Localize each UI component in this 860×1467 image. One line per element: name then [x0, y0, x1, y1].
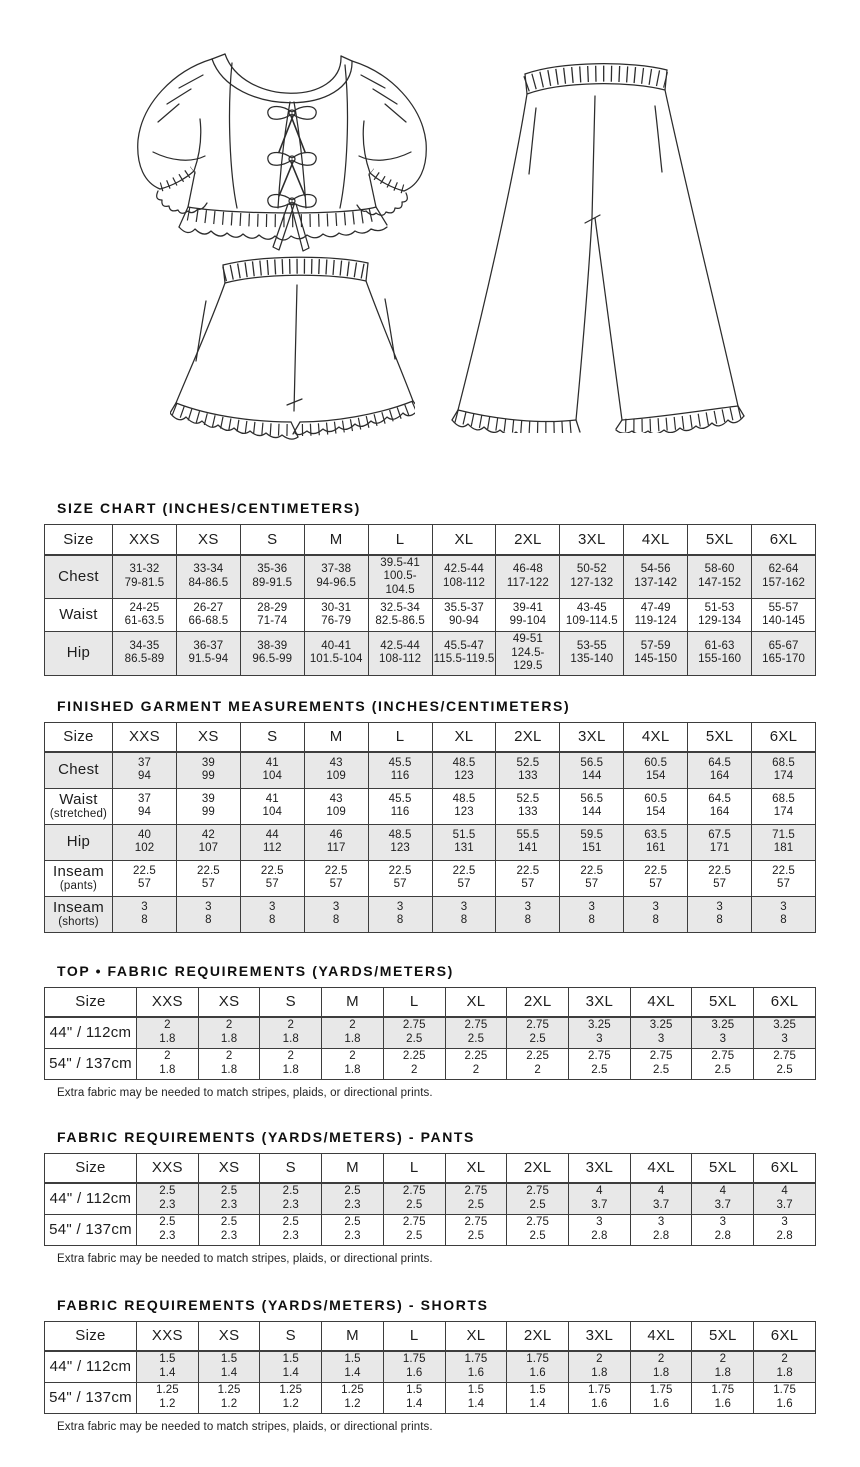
size-chart-table — [44, 524, 816, 676]
measurement-cell: 39.5-41 100.5-104.5 — [368, 555, 432, 599]
measurement-cell: 3 8 — [752, 896, 816, 932]
size-column-header: 3XL — [560, 722, 624, 752]
size-column-header: XL — [445, 987, 507, 1017]
row-label: 54" / 137cm — [45, 1048, 137, 1079]
fabric-pants-table — [44, 1153, 816, 1246]
measurement-cell: 43 109 — [304, 788, 368, 824]
fabric-top-table — [44, 987, 816, 1080]
measurement-cell: 2 1.8 — [692, 1351, 754, 1382]
measurement-cell: 3.25 3 — [630, 1017, 692, 1048]
section-fabric-shorts — [44, 1297, 816, 1433]
measurement-cell: 4 3.7 — [692, 1183, 754, 1214]
measurement-cell: 64.5 164 — [688, 788, 752, 824]
size-column-header: 5XL — [692, 1153, 754, 1183]
size-column-header: XL — [432, 722, 496, 752]
size-column-header: 6XL — [752, 722, 816, 752]
measurement-cell: 48.5 123 — [432, 752, 496, 788]
measurement-cell: 2.75 2.5 — [383, 1214, 445, 1245]
size-column-header: XXS — [113, 722, 177, 752]
measurement-cell: 37 94 — [113, 752, 177, 788]
measurement-cell: 52.5 133 — [496, 788, 560, 824]
size-column-header: XL — [445, 1321, 507, 1351]
table-row — [45, 632, 816, 676]
measurement-cell: 50-52 127-132 — [560, 555, 624, 599]
corner-header-size: Size — [45, 1321, 137, 1351]
size-column-header: M — [304, 722, 368, 752]
measurement-cell: 35.5-37 90-94 — [432, 599, 496, 632]
measurement-cell: 3 8 — [624, 896, 688, 932]
size-column-header: L — [368, 722, 432, 752]
measurement-cell: 1.75 1.6 — [383, 1351, 445, 1382]
measurement-cell: 1.5 1.4 — [137, 1351, 199, 1382]
ruffle-shorts-line-art — [170, 253, 415, 443]
measurement-cell: 2.5 2.3 — [260, 1183, 322, 1214]
measurement-cell: 35-36 89-91.5 — [240, 555, 304, 599]
table-row — [45, 788, 816, 824]
size-column-header: 3XL — [569, 987, 631, 1017]
measurement-cell: 1.75 1.6 — [692, 1382, 754, 1413]
corner-header-size: Size — [45, 525, 113, 555]
measurement-cell: 1.5 1.4 — [198, 1351, 260, 1382]
size-column-header: XXS — [137, 1153, 199, 1183]
section-fabric-pants — [44, 1129, 816, 1265]
measurement-cell: 3.25 3 — [569, 1017, 631, 1048]
row-label: Waist (stretched) — [45, 788, 113, 824]
size-column-header: XS — [198, 987, 260, 1017]
measurement-cell: 2 1.8 — [322, 1048, 384, 1079]
measurement-cell: 22.5 57 — [752, 860, 816, 896]
size-column-header: M — [304, 525, 368, 555]
measurement-cell: 34-35 86.5-89 — [113, 632, 177, 676]
measurement-cell: 68.5 174 — [752, 788, 816, 824]
measurement-cell: 64.5 164 — [688, 752, 752, 788]
size-column-header: XXS — [137, 987, 199, 1017]
measurement-cell: 54-56 137-142 — [624, 555, 688, 599]
measurement-cell: 2 1.8 — [137, 1017, 199, 1048]
section-size-chart — [44, 500, 816, 676]
size-column-header: 4XL — [630, 987, 692, 1017]
size-column-header: M — [322, 1153, 384, 1183]
measurement-cell: 3 8 — [240, 896, 304, 932]
measurement-cell: 1.75 1.6 — [630, 1382, 692, 1413]
size-column-header: XXS — [137, 1321, 199, 1351]
measurement-cell: 46 117 — [304, 824, 368, 860]
size-column-header: 6XL — [754, 1321, 816, 1351]
size-column-header: L — [368, 525, 432, 555]
measurement-cell: 2.25 2 — [383, 1048, 445, 1079]
measurement-cell: 45.5 116 — [368, 788, 432, 824]
measurement-cell: 68.5 174 — [752, 752, 816, 788]
measurement-cell: 3 2.8 — [754, 1214, 816, 1245]
row-label: 54" / 137cm — [45, 1214, 137, 1245]
measurement-cell: 30-31 76-79 — [304, 599, 368, 632]
measurement-cell: 55.5 141 — [496, 824, 560, 860]
measurement-cell: 22.5 57 — [368, 860, 432, 896]
measurement-cell: 2.5 2.3 — [137, 1214, 199, 1245]
measurement-cell: 3 8 — [688, 896, 752, 932]
measurement-cell: 2.75 2.5 — [507, 1214, 569, 1245]
row-label: 54" / 137cm — [45, 1382, 137, 1413]
measurement-cell: 22.5 57 — [496, 860, 560, 896]
size-column-header: L — [383, 1153, 445, 1183]
measurement-cell: 40-41 101.5-104 — [304, 632, 368, 676]
size-column-header: XL — [445, 1153, 507, 1183]
size-column-header: 5XL — [692, 987, 754, 1017]
fabric-pants-title: FABRIC REQUIREMENTS (YARDS/METERS) - PANTS — [57, 1128, 475, 1145]
row-label: 44" / 112cm — [45, 1183, 137, 1214]
measurement-cell: 1.5 1.4 — [507, 1382, 569, 1413]
table-row — [45, 1017, 816, 1048]
measurement-cell: 42.5-44 108-112 — [368, 632, 432, 676]
measurement-cell: 2.75 2.5 — [445, 1214, 507, 1245]
measurement-cell: 1.25 1.2 — [322, 1382, 384, 1413]
table-row — [45, 599, 816, 632]
measurement-cell: 48.5 123 — [432, 788, 496, 824]
measurement-cell: 45.5 116 — [368, 752, 432, 788]
size-column-header: S — [260, 1153, 322, 1183]
fabric-note: Extra fabric may be needed to match stripes, plaids, or directional prints. — [57, 1420, 433, 1433]
size-column-header: XS — [176, 525, 240, 555]
measurement-cell: 2 1.8 — [260, 1048, 322, 1079]
measurement-cell: 3 8 — [560, 896, 624, 932]
measurement-cell: 51-53 129-134 — [688, 599, 752, 632]
measurement-cell: 4 3.7 — [754, 1183, 816, 1214]
measurement-cell: 1.75 1.6 — [445, 1351, 507, 1382]
measurement-cell: 37-38 94-96.5 — [304, 555, 368, 599]
measurement-cell: 26-27 66-68.5 — [176, 599, 240, 632]
size-column-header: L — [383, 1321, 445, 1351]
table-row — [45, 1048, 816, 1079]
row-label: Hip — [45, 824, 113, 860]
measurement-cell: 42.5-44 108-112 — [432, 555, 496, 599]
table-row — [45, 824, 816, 860]
measurement-cell: 2.75 2.5 — [445, 1183, 507, 1214]
finished-garment-title: FINISHED GARMENT MEASUREMENTS (INCHES/CENTIMETERS) — [57, 697, 571, 714]
measurement-cell: 41 104 — [240, 752, 304, 788]
size-column-header: XL — [432, 525, 496, 555]
measurement-cell: 2.25 2 — [445, 1048, 507, 1079]
measurement-cell: 31-32 79-81.5 — [113, 555, 177, 599]
measurement-cell: 49-51 124.5-129.5 — [496, 632, 560, 676]
row-label: Chest — [45, 555, 113, 599]
table-row — [45, 555, 816, 599]
size-column-header: S — [240, 722, 304, 752]
measurement-cell: 2.75 2.5 — [507, 1183, 569, 1214]
measurement-cell: 3 8 — [432, 896, 496, 932]
measurement-cell: 55-57 140-145 — [752, 599, 816, 632]
size-column-header: S — [260, 987, 322, 1017]
measurement-cell: 1.5 1.4 — [445, 1382, 507, 1413]
measurement-cell: 2 1.8 — [630, 1351, 692, 1382]
size-column-header: 2XL — [507, 987, 569, 1017]
measurement-cell: 2 1.8 — [322, 1017, 384, 1048]
measurement-cell: 1.5 1.4 — [260, 1351, 322, 1382]
size-column-header: 5XL — [692, 1321, 754, 1351]
size-column-header: S — [240, 525, 304, 555]
measurement-cell: 2.5 2.3 — [137, 1183, 199, 1214]
measurement-cell: 2.5 2.3 — [322, 1214, 384, 1245]
measurement-cell: 2 1.8 — [198, 1017, 260, 1048]
measurement-cell: 1.5 1.4 — [322, 1351, 384, 1382]
measurement-cell: 36-37 91.5-94 — [176, 632, 240, 676]
measurement-cell: 43-45 109-114.5 — [560, 599, 624, 632]
measurement-cell: 67.5 171 — [688, 824, 752, 860]
measurement-cell: 47-49 119-124 — [624, 599, 688, 632]
measurement-cell: 2 1.8 — [260, 1017, 322, 1048]
size-column-header: XXS — [113, 525, 177, 555]
measurement-cell: 53-55 135-140 — [560, 632, 624, 676]
measurement-cell: 1.25 1.2 — [137, 1382, 199, 1413]
measurement-cell: 51.5 131 — [432, 824, 496, 860]
measurement-cell: 22.5 57 — [432, 860, 496, 896]
section-finished-garment — [44, 698, 816, 933]
measurement-cell: 65-67 165-170 — [752, 632, 816, 676]
size-column-header: 5XL — [688, 722, 752, 752]
fabric-top-title: TOP • FABRIC REQUIREMENTS (YARDS/METERS) — [57, 962, 454, 979]
size-column-header: 6XL — [752, 525, 816, 555]
measurement-cell: 46-48 117-122 — [496, 555, 560, 599]
measurement-cell: 61-63 155-160 — [688, 632, 752, 676]
table-row — [45, 1351, 816, 1382]
table-row — [45, 896, 816, 932]
measurement-cell: 2.75 2.5 — [754, 1048, 816, 1079]
fabric-note: Extra fabric may be needed to match stripes, plaids, or directional prints. — [57, 1086, 433, 1099]
size-column-header: 4XL — [630, 1153, 692, 1183]
size-column-header: XS — [198, 1153, 260, 1183]
top-illustration — [115, 44, 465, 259]
corner-header-size: Size — [45, 1153, 137, 1183]
size-column-header: 6XL — [754, 987, 816, 1017]
measurement-cell: 4 3.7 — [630, 1183, 692, 1214]
measurement-cell: 57-59 145-150 — [624, 632, 688, 676]
row-label: Inseam (shorts) — [45, 896, 113, 932]
measurement-cell: 1.75 1.6 — [507, 1351, 569, 1382]
size-column-header: 2XL — [507, 1321, 569, 1351]
row-label: 44" / 112cm — [45, 1017, 137, 1048]
size-column-header: XS — [198, 1321, 260, 1351]
measurement-cell: 56.5 144 — [560, 788, 624, 824]
size-column-header: 4XL — [624, 722, 688, 752]
measurement-cell: 2 1.8 — [198, 1048, 260, 1079]
measurement-cell: 2.75 2.5 — [383, 1183, 445, 1214]
measurement-cell: 39 99 — [176, 752, 240, 788]
measurement-cell: 3 8 — [176, 896, 240, 932]
measurement-cell: 33-34 84-86.5 — [176, 555, 240, 599]
pants-illustration — [450, 58, 745, 433]
measurement-cell: 2 1.8 — [137, 1048, 199, 1079]
measurement-cell: 3.25 3 — [754, 1017, 816, 1048]
measurement-cell: 38-39 96.5-99 — [240, 632, 304, 676]
measurement-cell: 22.5 57 — [560, 860, 624, 896]
measurement-cell: 2.75 2.5 — [445, 1017, 507, 1048]
measurement-cell: 22.5 57 — [688, 860, 752, 896]
shorts-illustration — [170, 253, 415, 443]
measurement-cell: 2.75 2.5 — [507, 1017, 569, 1048]
wide-leg-pants-line-art — [450, 58, 745, 433]
measurement-cell: 2.75 2.5 — [383, 1017, 445, 1048]
measurement-cell: 3 8 — [304, 896, 368, 932]
measurement-cell: 42 107 — [176, 824, 240, 860]
measurement-cell: 3 2.8 — [630, 1214, 692, 1245]
size-column-header: 3XL — [569, 1321, 631, 1351]
measurement-cell: 1.75 1.6 — [754, 1382, 816, 1413]
measurement-cell: 71.5 181 — [752, 824, 816, 860]
measurement-cell: 22.5 57 — [304, 860, 368, 896]
row-label: Hip — [45, 632, 113, 676]
size-column-header: M — [322, 987, 384, 1017]
size-column-header: 2XL — [507, 1153, 569, 1183]
measurement-cell: 2.75 2.5 — [569, 1048, 631, 1079]
size-column-header: L — [383, 987, 445, 1017]
measurement-cell: 2.5 2.3 — [322, 1183, 384, 1214]
measurement-cell: 48.5 123 — [368, 824, 432, 860]
measurement-cell: 2 1.8 — [569, 1351, 631, 1382]
measurement-cell: 63.5 161 — [624, 824, 688, 860]
finished-garment-table — [44, 722, 816, 933]
measurement-cell: 39-41 99-104 — [496, 599, 560, 632]
measurement-cell: 24-25 61-63.5 — [113, 599, 177, 632]
measurement-cell: 52.5 133 — [496, 752, 560, 788]
measurement-cell: 28-29 71-74 — [240, 599, 304, 632]
measurement-cell: 1.5 1.4 — [383, 1382, 445, 1413]
measurement-cell: 2.75 2.5 — [692, 1048, 754, 1079]
garment-technical-drawings — [0, 0, 860, 470]
measurement-cell: 60.5 154 — [624, 788, 688, 824]
measurement-cell: 1.25 1.2 — [198, 1382, 260, 1413]
measurement-cell: 45.5-47 115.5-119.5 — [432, 632, 496, 676]
fabric-shorts-title: FABRIC REQUIREMENTS (YARDS/METERS) - SHORTS — [57, 1296, 489, 1313]
measurement-cell: 2.5 2.3 — [198, 1183, 260, 1214]
measurement-cell: 3 8 — [368, 896, 432, 932]
size-column-header: 2XL — [496, 722, 560, 752]
measurement-cell: 62-64 157-162 — [752, 555, 816, 599]
measurement-cell: 56.5 144 — [560, 752, 624, 788]
table-row — [45, 1214, 816, 1245]
measurement-cell: 3 2.8 — [569, 1214, 631, 1245]
size-column-header: XS — [176, 722, 240, 752]
fabric-shorts-table — [44, 1321, 816, 1414]
measurement-cell: 32.5-34 82.5-86.5 — [368, 599, 432, 632]
size-column-header: S — [260, 1321, 322, 1351]
measurement-cell: 37 94 — [113, 788, 177, 824]
measurement-cell: 43 109 — [304, 752, 368, 788]
table-row — [45, 1382, 816, 1413]
fabric-note: Extra fabric may be needed to match stripes, plaids, or directional prints. — [57, 1252, 433, 1265]
measurement-cell: 3 8 — [113, 896, 177, 932]
corner-header-size: Size — [45, 722, 113, 752]
row-label: Waist — [45, 599, 113, 632]
measurement-cell: 3.25 3 — [692, 1017, 754, 1048]
measurement-cell: 1.25 1.2 — [260, 1382, 322, 1413]
size-column-header: 2XL — [496, 525, 560, 555]
measurement-cell: 22.5 57 — [240, 860, 304, 896]
section-fabric-top — [44, 963, 816, 1099]
size-column-header: 4XL — [624, 525, 688, 555]
table-row — [45, 752, 816, 788]
size-column-header: 3XL — [560, 525, 624, 555]
size-chart-title: SIZE CHART (INCHES/CENTIMETERS) — [57, 500, 361, 516]
measurement-cell: 2.5 2.3 — [260, 1214, 322, 1245]
measurement-cell: 2 1.8 — [754, 1351, 816, 1382]
measurement-cell: 1.75 1.6 — [569, 1382, 631, 1413]
measurement-cell: 39 99 — [176, 788, 240, 824]
measurement-cell: 22.5 57 — [624, 860, 688, 896]
corner-header-size: Size — [45, 987, 137, 1017]
measurement-cell: 22.5 57 — [176, 860, 240, 896]
measurement-cell: 4 3.7 — [569, 1183, 631, 1214]
measurement-cell: 3 2.8 — [692, 1214, 754, 1245]
measurement-cell: 58-60 147-152 — [688, 555, 752, 599]
size-column-header: 6XL — [754, 1153, 816, 1183]
measurement-cell: 40 102 — [113, 824, 177, 860]
tie-front-top-line-art — [115, 44, 465, 259]
row-label: Inseam (pants) — [45, 860, 113, 896]
measurement-cell: 59.5 151 — [560, 824, 624, 860]
size-column-header: 3XL — [569, 1153, 631, 1183]
row-label: Chest — [45, 752, 113, 788]
measurement-cell: 2.25 2 — [507, 1048, 569, 1079]
measurement-cell: 41 104 — [240, 788, 304, 824]
measurement-cell: 2.75 2.5 — [630, 1048, 692, 1079]
measurement-cell: 2.5 2.3 — [198, 1214, 260, 1245]
size-column-header: 4XL — [630, 1321, 692, 1351]
row-label: 44" / 112cm — [45, 1351, 137, 1382]
table-row — [45, 1183, 816, 1214]
measurement-cell: 60.5 154 — [624, 752, 688, 788]
table-row — [45, 860, 816, 896]
measurement-cell: 22.5 57 — [113, 860, 177, 896]
size-charts-content — [44, 470, 816, 1433]
measurement-cell: 3 8 — [496, 896, 560, 932]
size-column-header: M — [322, 1321, 384, 1351]
size-column-header: 5XL — [688, 525, 752, 555]
measurement-cell: 44 112 — [240, 824, 304, 860]
